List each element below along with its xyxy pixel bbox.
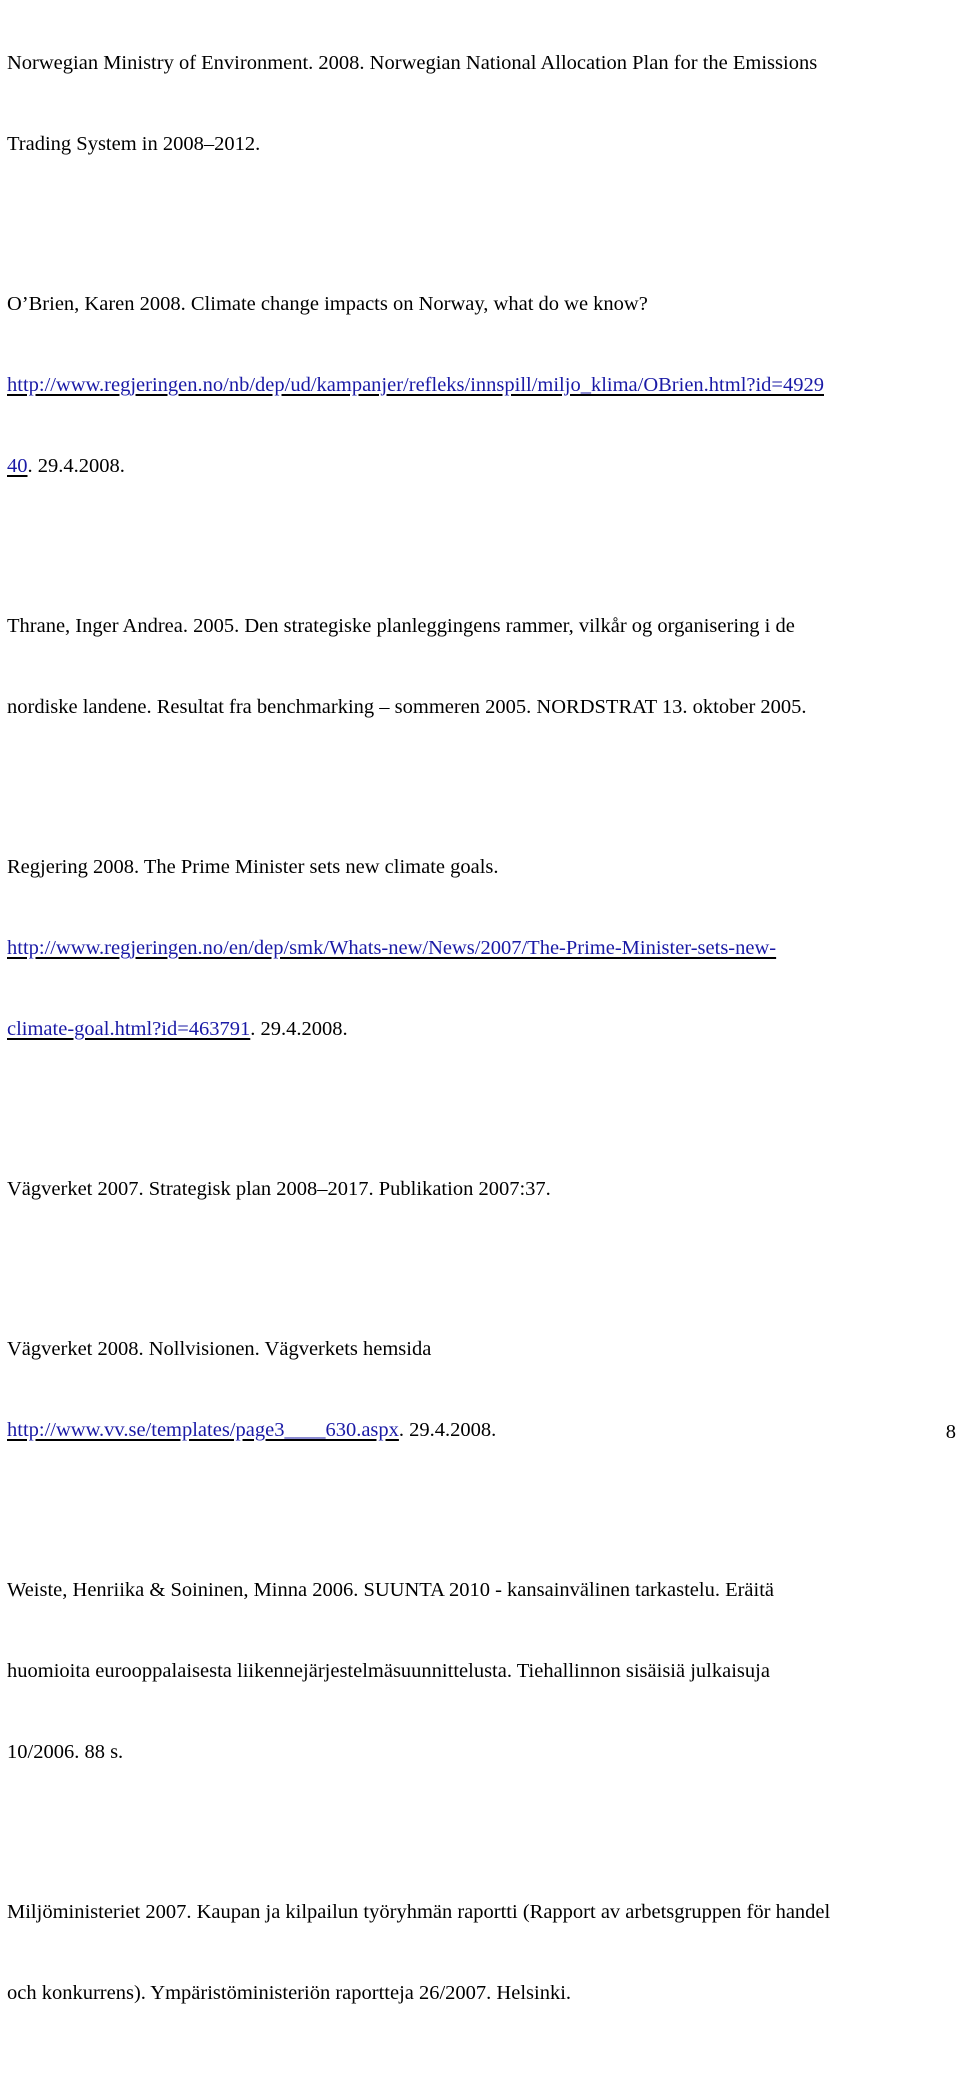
reference-vagverket-2008	[7, 1282, 957, 1498]
reference-obrien	[7, 237, 957, 534]
reference-line: Vägverket 2008. Nollvisionen. Vägverkets hemsida	[7, 1338, 432, 1360]
reference-line	[7, 372, 957, 399]
reference-line	[7, 453, 957, 480]
obrien-url-link[interactable]: http://www.regjeringen.no/nb/dep/ud/kampanjer/refleks/innspill/miljo_klima/OBrien.html?id=4929	[7, 374, 824, 396]
reference-line: Trading System in 2008–2012.	[7, 133, 261, 155]
reference-line: O’Brien, Karen 2008. Climate change impacts on Norway, what do we know?	[7, 293, 648, 315]
reference-miljoministeriet	[7, 1845, 957, 2061]
page-number: 8	[945, 1421, 956, 1443]
reference-line: och konkurrens). Ympäristöministeriön raportteja 26/2007. Helsinki.	[7, 1982, 572, 2004]
reference-norwegian-ministry	[7, 0, 957, 212]
reference-line	[7, 1016, 957, 1043]
obrien-url-link-continued[interactable]: 40	[7, 455, 28, 477]
reference-line	[7, 1417, 957, 1444]
reference-line: Regjering 2008. The Prime Minister sets new climate goals.	[7, 856, 499, 878]
vagverket-url-link[interactable]: http://www.vv.se/templates/page3____630.aspx	[7, 1419, 399, 1441]
access-date: . 29.4.2008.	[250, 1018, 348, 1040]
access-date: . 29.4.2008.	[398, 1419, 497, 1441]
reference-thrane	[7, 559, 957, 775]
access-date: . 29.4.2008.	[27, 455, 125, 477]
reference-line: Miljöministeriet 2007. Kaupan ja kilpailun työryhmän raportti (Rapport av arbetsgruppen för handel	[7, 1901, 831, 1923]
reference-vagverket-2007	[7, 1122, 957, 1257]
reference-regjering	[7, 800, 957, 1097]
reference-line: Weiste, Henriika & Soininen, Minna 2006. SUUNTA 2010 - kansainvälinen tarkastelu. Eräitä	[7, 1579, 775, 1601]
reference-line: 10/2006. 88 s.	[7, 1741, 124, 1763]
reference-line: nordiske landene. Resultat fra benchmarking – sommeren 2005. NORDSTRAT 13. oktober 2005.	[7, 696, 807, 718]
reference-line	[7, 935, 957, 962]
reference-line: Norwegian Ministry of Environment. 2008. Norwegian National Allocation Plan for the Emissions	[7, 52, 818, 74]
reference-weiste-soininen	[7, 1523, 957, 1820]
regjering-url-link-continued[interactable]: climate-goal.html?id=463791	[7, 1018, 251, 1040]
reference-line: Vägverket 2007. Strategisk plan 2008–2017. Publikation 2007:37.	[7, 1178, 551, 1200]
regjering-url-link[interactable]: http://www.regjeringen.no/en/dep/smk/Whats-new/News/2007/The-Prime-Minister-sets-new-	[7, 937, 777, 959]
reference-list	[7, 0, 957, 2086]
reference-line: Thrane, Inger Andrea. 2005. Den strategiske planleggingens rammer, vilkår og organisering i de	[7, 615, 795, 637]
reference-line: huomioita eurooppalaisesta liikennejärjestelmäsuunnittelusta. Tiehallinnon sisäisiä julkaisuja	[7, 1660, 770, 1682]
